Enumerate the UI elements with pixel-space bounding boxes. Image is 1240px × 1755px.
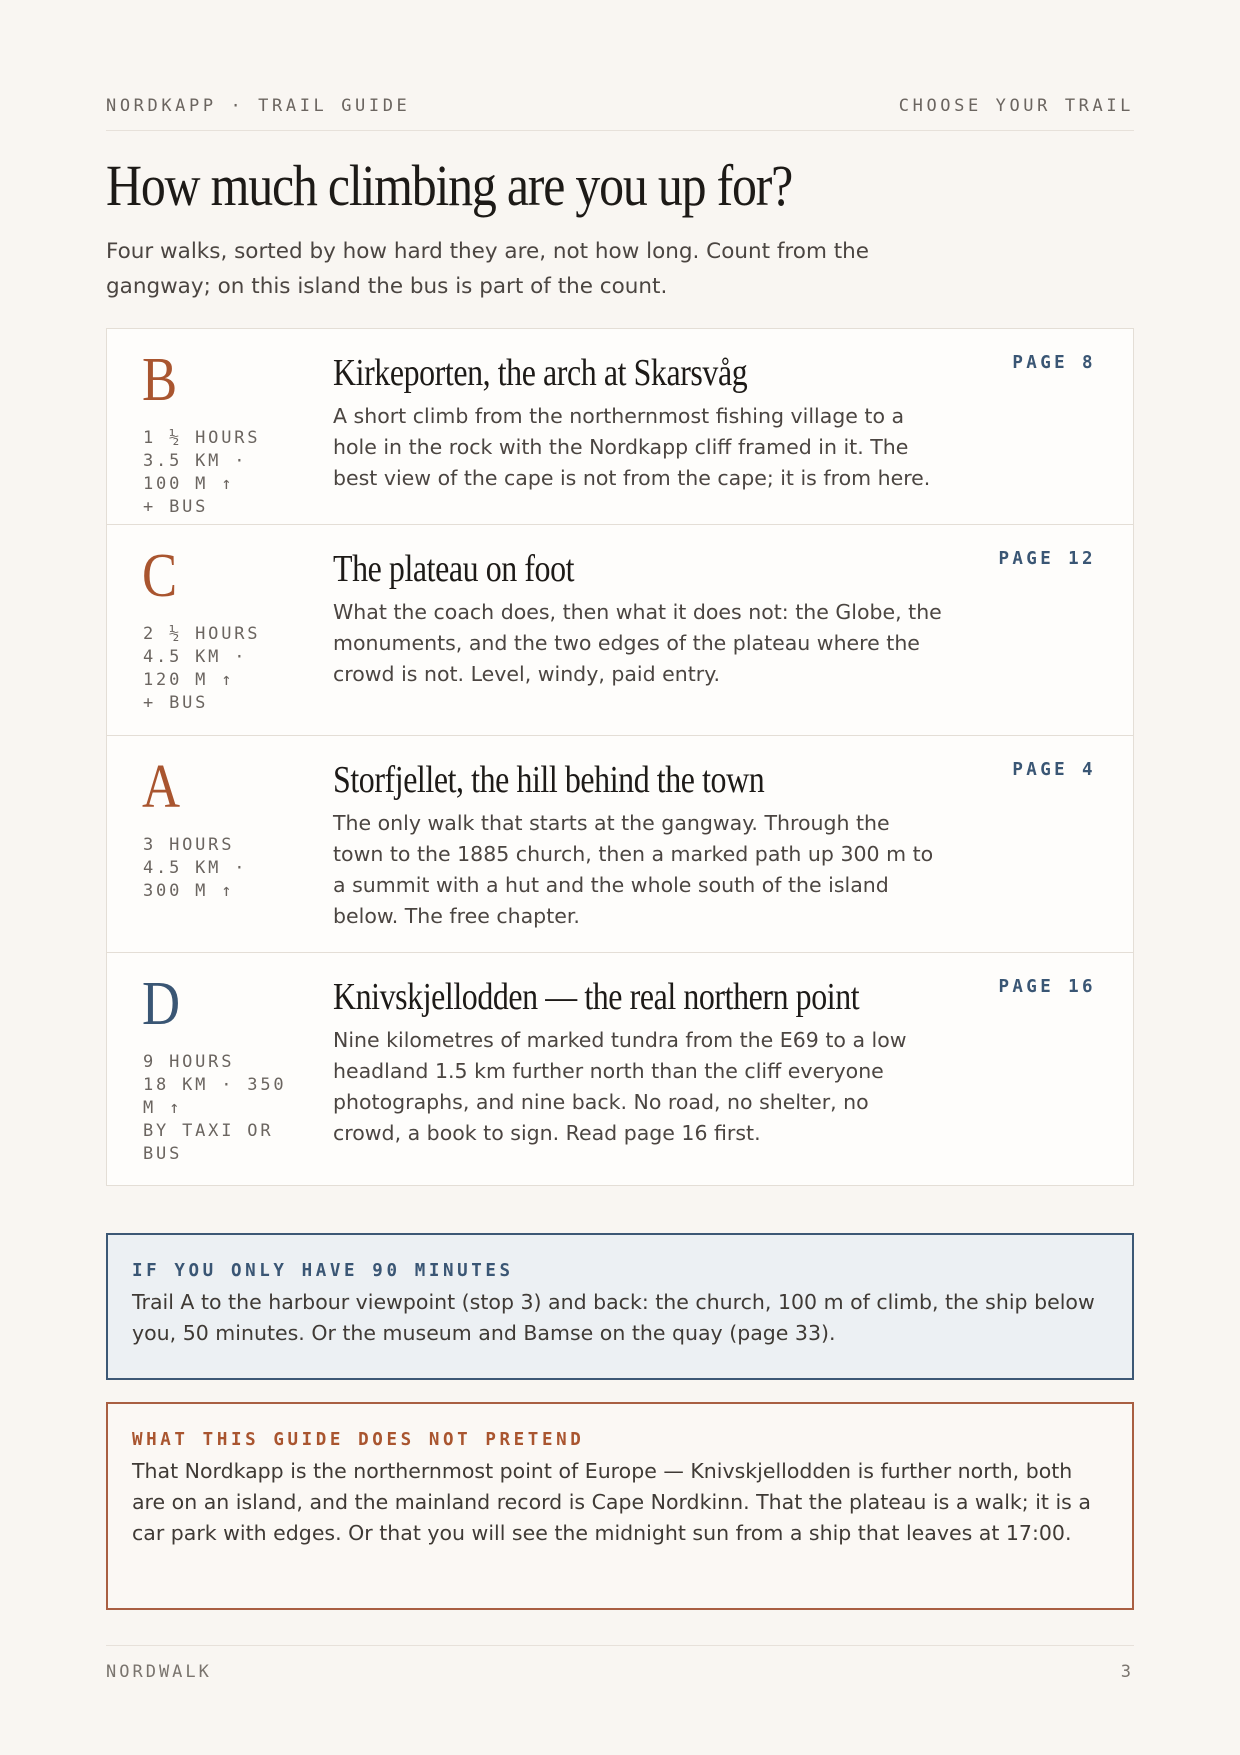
trail-stats (143, 623, 301, 715)
page-reference-link[interactable]: PAGE 16 (998, 977, 1096, 997)
trail-description: The only walk that starts at the gangway. Through the town to the 1885 church, then a marked path up 300 m to a summit with a hut and the whole south of the island below. The free chapter. (333, 811, 934, 928)
disclaimer-callout (106, 1402, 1134, 1610)
trail-letter: D (142, 970, 181, 1038)
stat-transport: + BUS (143, 693, 209, 713)
stat-distance-climb: 18 KM · 350 M ↑ (143, 1075, 287, 1118)
stat-duration: 9 HOURS (143, 1052, 235, 1072)
page-number: 3 (1120, 1662, 1134, 1682)
trail-card-b (107, 329, 1133, 524)
trail-letter: C (142, 542, 178, 610)
trail-title: The plateau on foot (333, 548, 575, 590)
running-header (106, 96, 1134, 131)
trail-title: Storfjellet, the hill behind the town (333, 759, 765, 801)
trail-card-a (107, 735, 1133, 952)
stat-climb: 120 M ↑ (143, 670, 235, 690)
stat-duration: 3 HOURS (143, 835, 235, 855)
trail-stats (143, 1051, 301, 1166)
trail-description: What the coach does, then what it does not: the Globe, the monuments, and the two edges of the plateau where the crowd is not. Level, windy, paid entry. (333, 600, 942, 686)
stat-duration: 1 ½ HOURS (143, 428, 261, 448)
trail-list (106, 328, 1134, 1186)
page-reference-link[interactable]: PAGE 12 (998, 549, 1096, 569)
stat-distance: 4.5 KM · (143, 858, 248, 878)
stat-transport: + BUS (143, 497, 209, 517)
stat-climb: 100 M ↑ (143, 474, 235, 494)
page-title: How much climbing are you up for? (106, 153, 793, 218)
trail-description: A short climb from the northernmost fishing village to a hole in the rock with the Nordkapp cliff framed in it. The best view of the cape is not from the cape; it is from here. (333, 404, 931, 490)
intro-text: Four walks, sorted by how hard they are, not how long. Count from the gangway; on this island the bus is part of the count. (106, 239, 870, 299)
callout-title: IF YOU ONLY HAVE 90 MINUTES (132, 1261, 514, 1281)
page-reference-link[interactable]: PAGE 4 (1012, 760, 1096, 780)
stat-distance: 4.5 KM · (143, 647, 248, 667)
stat-transport: BY TAXI OR BUS (143, 1121, 274, 1164)
stat-distance: 3.5 KM · (143, 451, 248, 471)
callout-body: Trail A to the harbour viewpoint (stop 3) and back: the church, 100 m of climb, the ship below you, 50 minutes. Or the museum and Bamse on the quay (page 33). (132, 1290, 1095, 1345)
trail-card-d (107, 952, 1133, 1185)
running-footer (106, 1645, 1134, 1682)
trail-card-c (107, 524, 1133, 735)
header-chapter: CHOOSE YOUR TRAIL (898, 96, 1134, 116)
trail-stats (143, 427, 301, 519)
stat-climb: 300 M ↑ (143, 881, 235, 901)
trail-stats (143, 834, 301, 903)
footer-brand: NORDWALK (106, 1662, 212, 1682)
trail-letter: A (142, 753, 181, 821)
trail-title: Kirkeporten, the arch at Skarsvåg (333, 352, 748, 394)
trail-title: Knivskjellodden — the real northern point (333, 976, 860, 1018)
trail-description: Nine kilometres of marked tundra from the E69 to a low headland 1.5 km further north than the cliff everyone photographs, and nine back. No road, no shelter, no crowd, a book to sign. Read page 16 first. (333, 1028, 907, 1145)
page-reference-link[interactable]: PAGE 8 (1012, 353, 1096, 373)
trail-letter: B (142, 346, 178, 414)
short-time-callout (106, 1233, 1134, 1380)
header-section: NORDKAPP · TRAIL GUIDE (106, 96, 411, 116)
stat-duration: 2 ½ HOURS (143, 624, 261, 644)
callout-body: That Nordkapp is the northernmost point of Europe — Knivskjellodden is further north, both are on an island, and the mainland record is Cape Nordkinn. That the plateau is a walk; it is a car park with edges. Or that you will see the midnight sun from a ship that leaves at 17:00. (132, 1459, 1091, 1545)
callout-title: WHAT THIS GUIDE DOES NOT PRETEND (132, 1430, 585, 1450)
